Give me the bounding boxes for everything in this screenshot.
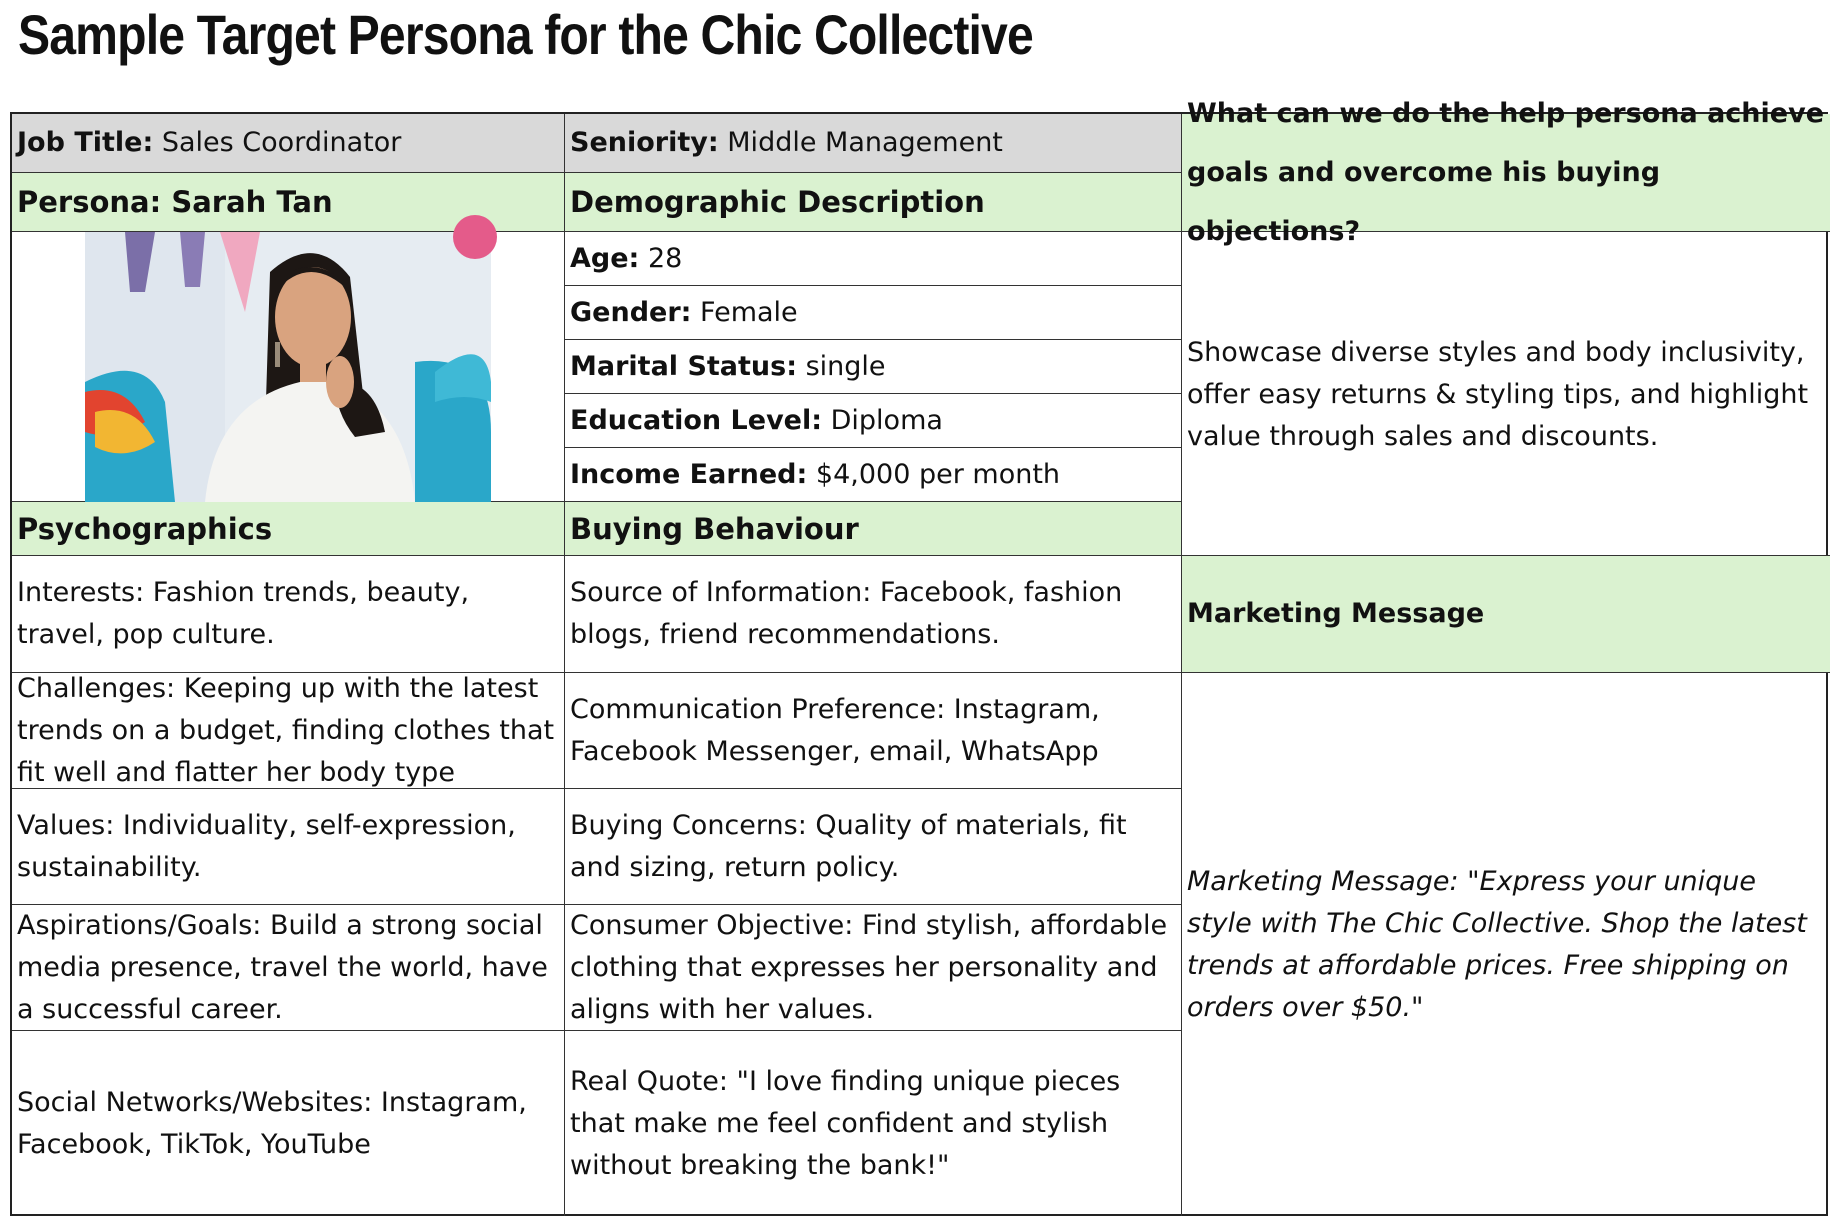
job-title-label: Job Title: bbox=[17, 127, 154, 158]
buying-behaviour-header: Buying Behaviour bbox=[565, 502, 1182, 556]
interests-cell: Interests: Fashion trends, beauty, travel, pop culture. bbox=[12, 556, 565, 673]
objective-cell: Consumer Objective: Find stylish, affordable clothing that expresses her personality and aligns with her values. bbox=[565, 905, 1182, 1031]
age-label: Age: bbox=[570, 242, 640, 274]
demographic-header: Demographic Description bbox=[565, 173, 1182, 232]
job-title-cell bbox=[12, 114, 565, 173]
age-cell bbox=[565, 232, 1182, 286]
marketing-text: Marketing Message: "Express your unique style with The Chic Collective. Shop the latest trends at affordable prices. Free shipping on orders over $50." bbox=[1187, 865, 1807, 1023]
income-value: $4,000 per month bbox=[815, 458, 1061, 490]
marital-value: single bbox=[805, 350, 886, 382]
marital-cell bbox=[565, 340, 1182, 394]
persona-photo-cell bbox=[12, 232, 565, 502]
gender-value: Female bbox=[700, 296, 798, 328]
seniority-value: Middle Management bbox=[727, 127, 1003, 158]
values-cell: Values: Individuality, self-expression, sustainability. bbox=[12, 789, 565, 905]
education-cell bbox=[565, 394, 1182, 448]
quote-cell: Real Quote: "I love finding unique pieces that make me feel confident and stylish without breaking the bank!" bbox=[565, 1031, 1182, 1216]
seniority-label: Seniority: bbox=[570, 127, 719, 158]
income-cell bbox=[565, 448, 1182, 502]
help-header: What can we do the help persona achieve goals and overcome his buying objections? bbox=[1182, 114, 1830, 232]
income-label: Income Earned: bbox=[570, 458, 808, 490]
gender-cell bbox=[565, 286, 1182, 340]
persona-table bbox=[10, 98, 1828, 1216]
education-value: Diploma bbox=[830, 404, 943, 436]
gender-label: Gender: bbox=[570, 296, 692, 328]
aspirations-cell: Aspirations/Goals: Build a strong social media presence, travel the world, have a successful career. bbox=[12, 905, 565, 1031]
help-text bbox=[1182, 232, 1830, 556]
seniority-cell bbox=[565, 114, 1182, 173]
concerns-cell: Buying Concerns: Quality of materials, fit and sizing, return policy. bbox=[565, 789, 1182, 905]
marketing-header: Marketing Message bbox=[1182, 556, 1830, 673]
age-value: 28 bbox=[647, 242, 683, 274]
marital-label: Marital Status: bbox=[570, 350, 798, 382]
persona-photo bbox=[85, 232, 491, 502]
social-networks-cell: Social Networks/Websites: Instagram, Facebook, TikTok, YouTube bbox=[12, 1031, 565, 1216]
education-label: Education Level: bbox=[570, 404, 823, 436]
help-text-value: Showcase diverse styles and body inclusivity, offer easy returns & styling tips, and highlight value through sales and discounts. bbox=[1187, 337, 1809, 452]
page-title: Sample Target Persona for the Chic Collective bbox=[18, 3, 1033, 66]
psychographics-header: Psychographics bbox=[12, 502, 565, 556]
job-title-value: Sales Coordinator bbox=[161, 127, 402, 158]
persona-name: Persona: Sarah Tan bbox=[12, 173, 565, 232]
challenges-cell: Challenges: Keeping up with the latest trends on a budget, finding clothes that fit well and flatter her body type bbox=[12, 673, 565, 789]
source-cell: Source of Information: Facebook, fashion blogs, friend recommendations. bbox=[565, 556, 1182, 673]
persona-photo-icon bbox=[85, 232, 491, 502]
communication-cell: Communication Preference: Instagram, Facebook Messenger, email, WhatsApp bbox=[565, 673, 1182, 789]
